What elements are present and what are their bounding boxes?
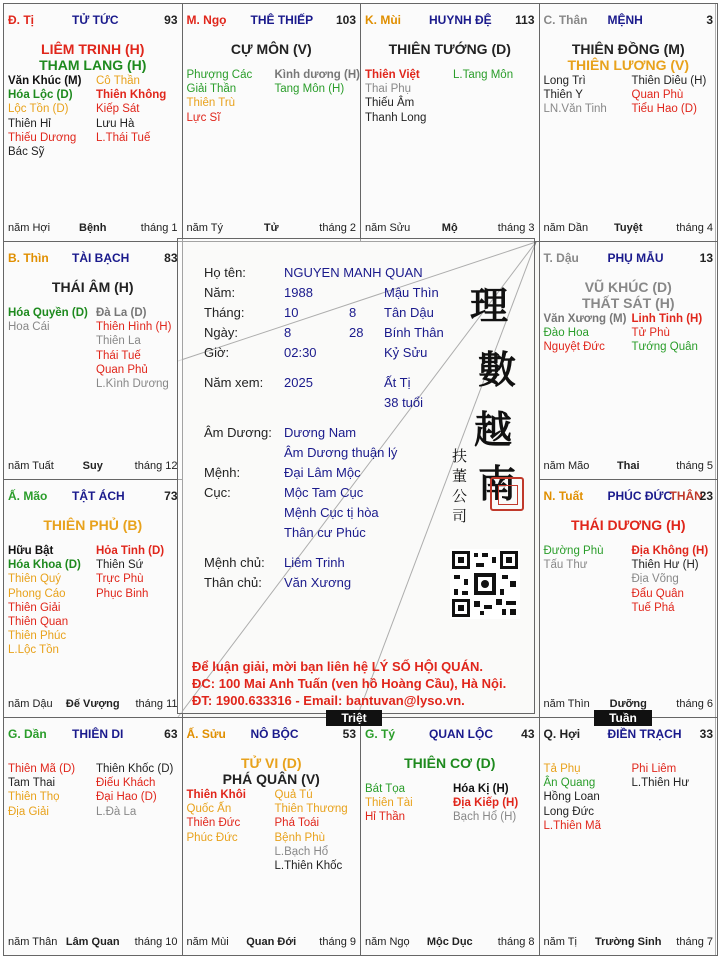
- star-item: Phượng Các: [186, 69, 253, 81]
- minor-stars-right: [96, 762, 173, 819]
- palace-branch: Ấ. Sửu: [186, 727, 226, 741]
- minor-stars-right: [632, 544, 709, 615]
- menhchu-label: Mệnh chủ:: [204, 555, 265, 570]
- palace-footer: [544, 460, 714, 474]
- palace-cell-mui[interactable]: [360, 3, 540, 242]
- star-item: Long Trì: [543, 75, 586, 87]
- palace-name: HUYNH ĐỆ: [429, 13, 492, 27]
- star-item: Giải Thần: [186, 83, 237, 96]
- logo-char-1: 理: [470, 283, 509, 328]
- palace-cell-ty[interactable]: [360, 717, 540, 956]
- palace-branch: N. Tuất: [543, 489, 584, 503]
- star-item: L.Thiên Hư: [631, 777, 690, 790]
- major-star: THIÊN CƠ (D): [404, 755, 496, 771]
- star-item: Hóa Quyền (D): [8, 307, 88, 319]
- palace-month: tháng 8: [497, 936, 535, 948]
- palace-branch: Ấ. Mão: [8, 489, 48, 503]
- menh-value: Đại Lâm Mộc: [284, 465, 361, 480]
- palace-footer: [8, 698, 178, 712]
- palace-month: tháng 9: [319, 936, 356, 948]
- star-item: Thai Phụ: [365, 83, 412, 96]
- palace-footer: [187, 222, 357, 236]
- palace-header: [187, 727, 357, 743]
- star-item: L.Thái Tuế: [96, 131, 151, 144]
- red-seal-icon: [490, 477, 524, 511]
- star-item: Đà La (D): [96, 307, 147, 319]
- star-item: Cô Thần: [96, 75, 140, 87]
- qr-code-icon[interactable]: [450, 549, 520, 619]
- palace-header: [8, 727, 178, 743]
- palace-name: THÊ THIẾP: [250, 13, 314, 27]
- name-label: Họ tên:: [204, 265, 246, 280]
- palace-number: 43: [521, 727, 535, 741]
- star-item: Tả Phụ: [543, 763, 581, 775]
- star-item: Thiên La: [96, 335, 141, 348]
- view-year: 2025: [284, 375, 313, 390]
- star-item: L.Tang Môn: [453, 69, 514, 81]
- star-item: Thiên Hư (H): [631, 559, 699, 572]
- palace-month: tháng 2: [319, 222, 356, 234]
- year-label: Năm:: [204, 285, 236, 300]
- palace-footer: [8, 222, 178, 236]
- cuc-label: Cục:: [204, 485, 231, 500]
- amduong-value: Dương Nam: [284, 425, 357, 440]
- palace-header: [8, 251, 178, 267]
- star-item: Thiên Không: [96, 89, 167, 102]
- star-item: Bạch Hổ (H): [453, 811, 517, 824]
- palace-cell-dan[interactable]: [3, 717, 183, 956]
- palace-cell-thin[interactable]: [3, 241, 183, 480]
- contact-line-1: Để luận giải, mời bạn liên hệ LÝ SỐ HỘI QUÁN.: [192, 659, 483, 674]
- star-item: L.Thiên Khốc: [274, 859, 343, 872]
- person-name: NGUYEN MANH QUAN: [284, 265, 423, 280]
- star-item: Thiên Quý: [8, 573, 62, 586]
- star-item: Quả Tú: [274, 789, 313, 801]
- star-item: Tử Phù: [631, 327, 670, 340]
- palace-phase: Thai: [616, 460, 640, 472]
- minor-stars-right: [96, 74, 166, 145]
- star-item: Trực Phù: [96, 573, 144, 586]
- star-item: Thiên Tài: [365, 797, 413, 810]
- month-lunar-num: 8: [349, 305, 357, 320]
- palace-branch: T. Dậu: [543, 251, 579, 265]
- palace-branch: C. Thân: [543, 13, 588, 27]
- palace-number: 93: [164, 13, 178, 27]
- palace-header: [544, 251, 714, 267]
- cuc-value: Mộc Tam Cục: [284, 485, 364, 500]
- minor-stars-right: [453, 782, 518, 825]
- menhchu-value: Liêm Trinh: [284, 555, 345, 570]
- palace-phase: Mộc Dục: [426, 936, 473, 948]
- palace-year: năm Mão: [543, 460, 590, 472]
- major-star: CỰ MÔN (V): [230, 41, 312, 57]
- palace-branch: Đ. Tị: [8, 13, 34, 27]
- palace-year: năm Mùi: [186, 936, 229, 948]
- palace-year: năm Tý: [186, 222, 223, 234]
- palace-name: QUAN LỘC: [429, 727, 493, 741]
- palace-footer: [365, 222, 535, 236]
- palace-cell-dau[interactable]: [539, 241, 719, 480]
- minor-stars-left: [544, 544, 604, 572]
- star-item: Đào Hoa: [543, 327, 589, 340]
- palace-name: THIÊN DI: [72, 727, 124, 741]
- star-item: Thiên Đức: [186, 817, 241, 830]
- day-lunar: Bính Thân: [384, 325, 444, 340]
- than-position: Thân cư Phúc: [284, 525, 366, 540]
- major-star: TỬ VI (D): [240, 755, 302, 771]
- palace-header: [544, 489, 714, 505]
- day-label: Ngày:: [204, 325, 238, 340]
- tuan-badge: Tuần: [594, 710, 652, 726]
- palace-cell-than[interactable]: [539, 3, 719, 242]
- palace-header: [544, 727, 714, 743]
- star-item: Thiên Thương: [274, 803, 348, 816]
- star-item: Văn Xương (M): [543, 313, 627, 325]
- palace-cell-hoi[interactable]: [539, 717, 719, 956]
- star-item: Địa Không (H): [631, 545, 709, 557]
- star-item: Quan Phủ: [96, 363, 148, 376]
- major-star: THIÊN TƯỚNG (D): [388, 41, 511, 57]
- star-item: Thiên Trù: [186, 97, 236, 110]
- major-star: VŨ KHÚC (D): [584, 279, 672, 295]
- month-solar: 10: [284, 305, 299, 320]
- star-item: Thiên Khốc (D): [96, 763, 174, 775]
- logo-small-3: 公: [452, 487, 468, 505]
- palace-footer: [8, 460, 178, 474]
- major-star: THIÊN PHỦ (B): [43, 517, 143, 533]
- major-star: LIÊM TRINH (H): [41, 41, 145, 57]
- palace-branch: G. Dần: [8, 727, 47, 741]
- palace-number: 73: [164, 489, 178, 503]
- contact-phone-email: ĐT: 1900.633316 - Email: bantuvan@lyso.vn.: [192, 693, 465, 708]
- star-item: Thái Tuế: [96, 349, 141, 362]
- star-item: Hữu Bật: [8, 545, 54, 557]
- view-year-label: Năm xem:: [204, 375, 264, 390]
- major-star: THÁI DƯƠNG (H): [570, 517, 686, 533]
- star-item: Tiểu Hao (D): [631, 103, 697, 116]
- palace-cell-suu[interactable]: [182, 717, 362, 956]
- minor-stars-right: [632, 762, 690, 790]
- age: 38 tuổi: [384, 395, 424, 410]
- logo-small-1: 扶: [452, 447, 468, 465]
- palace-month: tháng 10: [134, 936, 178, 948]
- star-item: Ân Quang: [543, 777, 596, 790]
- major-star: THAM LANG (H): [39, 57, 147, 73]
- star-item: Hỏa Tinh (D): [96, 545, 165, 557]
- hour-lunar: Kỷ Sửu: [384, 345, 428, 360]
- star-item: Kình dương (H): [274, 69, 360, 81]
- minor-stars-right: [632, 74, 707, 117]
- palace-number: 103: [335, 13, 356, 27]
- month-lunar: Tân Dậu: [384, 305, 434, 320]
- palace-footer: [544, 222, 714, 236]
- palace-tag: THÂN: [669, 489, 703, 503]
- star-item: Thanh Long: [365, 111, 427, 124]
- palace-phase: Tuyệt: [613, 222, 643, 234]
- major-star: THIÊN LƯƠNG (V): [567, 57, 690, 73]
- palace-phase: Quan Đới: [246, 936, 297, 948]
- star-item: Địa Võng: [631, 573, 679, 586]
- palace-phase: Đế Vượng: [65, 698, 120, 710]
- palace-branch: M. Ngọ: [186, 13, 227, 27]
- star-item: Hóa Khoa (D): [8, 559, 81, 572]
- palace-month: tháng 11: [135, 698, 178, 710]
- minor-stars-right: [96, 544, 164, 601]
- major-star: THIÊN ĐỒNG (M): [571, 41, 685, 57]
- minor-stars-left: [544, 312, 627, 355]
- palace-year: năm Dần: [543, 222, 589, 234]
- star-item: Long Đức: [543, 805, 595, 818]
- minor-stars-left: [544, 74, 607, 117]
- palace-header: [365, 13, 535, 29]
- palace-month: tháng 3: [497, 222, 535, 234]
- star-item: Hóa Lộc (D): [8, 89, 73, 102]
- star-item: L.Lộc Tồn: [8, 644, 59, 657]
- palace-number: 83: [164, 251, 178, 265]
- palace-month: tháng 12: [134, 460, 178, 472]
- palace-footer: [544, 936, 714, 950]
- star-item: Phi Liêm: [631, 763, 677, 775]
- star-item: L.Thiên Mã: [543, 819, 602, 832]
- star-item: Thiên Hình (H): [96, 321, 172, 334]
- star-item: Thiếu Âm: [365, 97, 415, 110]
- star-item: Thiên Quan: [8, 615, 69, 628]
- star-item: Hồng Loan: [543, 791, 600, 804]
- star-item: Hoa Cái: [8, 321, 50, 334]
- star-item: Điếu Khách: [96, 777, 156, 790]
- year-solar: 1988: [284, 285, 313, 300]
- palace-name: NÔ BỘC: [250, 727, 299, 741]
- star-item: Thiên Thọ: [8, 791, 60, 804]
- palace-name: PHỤ MẪU: [607, 251, 664, 265]
- palace-year: năm Tuất: [8, 460, 54, 472]
- star-item: Tuế Phá: [631, 601, 675, 614]
- day-lunar-num: 28: [349, 325, 364, 340]
- palace-phase: Lâm Quan: [65, 936, 120, 948]
- star-item: Nguyệt Đức: [543, 341, 605, 354]
- minor-stars-right: [453, 68, 513, 82]
- star-item: Đại Hao (D): [96, 791, 157, 804]
- major-star: THẤT SÁT (H): [581, 295, 675, 311]
- minor-stars-right: [275, 788, 348, 873]
- major-star: THÁI ÂM (H): [51, 279, 134, 295]
- star-item: LN.Văn Tinh: [543, 103, 607, 116]
- star-item: Quốc Ấn: [186, 803, 232, 816]
- palace-number: 3: [706, 13, 713, 27]
- palace-footer: [365, 936, 535, 950]
- star-item: Thiên Mã (D): [8, 763, 76, 775]
- logo-char-2: 數: [478, 347, 517, 392]
- star-item: Địa Giải: [8, 805, 49, 818]
- star-item: Thiên Phúc: [8, 630, 67, 643]
- palace-name: TỬ TỨC: [72, 13, 119, 27]
- minor-stars-left: [8, 306, 88, 334]
- contact-address: ĐC: 100 Mai Anh Tuấn (ven hồ Hoàng Cầu), Hà Nội.: [192, 676, 507, 691]
- star-item: Thiên Việt: [365, 69, 420, 81]
- minor-stars-left: [187, 68, 253, 125]
- palace-header: [544, 13, 714, 29]
- palace-number: 113: [515, 13, 535, 27]
- palace-cell-tuat[interactable]: [539, 479, 719, 718]
- triet-badge: Triệt: [326, 710, 382, 726]
- star-item: L.Bạch Hổ: [274, 845, 329, 858]
- minor-stars-left: [8, 762, 75, 819]
- palace-branch: K. Mùi: [365, 13, 401, 27]
- star-item: Tấu Thư: [543, 559, 588, 572]
- cuc-relation: Mệnh Cục tị hòa: [284, 505, 379, 520]
- hour: 02:30: [284, 345, 317, 360]
- palace-footer: [8, 936, 178, 950]
- palace-year: năm Thìn: [543, 698, 590, 710]
- star-item: Quan Phù: [631, 89, 684, 102]
- minor-stars-left: [544, 762, 602, 833]
- palace-cell-mao[interactable]: [3, 479, 183, 718]
- star-item: Lưu Hà: [96, 117, 135, 130]
- palace-name: ĐIỀN TRẠCH: [607, 727, 682, 741]
- hour-label: Giờ:: [204, 345, 230, 360]
- palace-name: TÀI BẠCH: [72, 251, 130, 265]
- star-item: Đường Phù: [543, 545, 604, 557]
- star-item: Tướng Quân: [631, 341, 698, 354]
- palace-number: 33: [699, 727, 713, 741]
- star-item: Hỉ Thần: [365, 811, 406, 824]
- star-item: Kiếp Sát: [96, 103, 140, 116]
- palace-phase: Suy: [82, 460, 103, 472]
- palace-footer: [187, 936, 357, 950]
- star-item: Tang Môn (H): [274, 83, 345, 96]
- palace-year: năm Sửu: [365, 222, 411, 234]
- palace-year: năm Dậu: [8, 698, 53, 710]
- logo-char-3: 越: [474, 407, 513, 452]
- palace-header: [365, 727, 535, 743]
- palace-month: tháng 6: [676, 698, 713, 710]
- star-item: Phong Cáo: [8, 587, 66, 600]
- star-item: Tam Thai: [8, 777, 56, 790]
- amduong-label: Âm Dương:: [204, 425, 272, 440]
- palace-branch: G. Tý: [365, 727, 396, 741]
- palace-phase: Tử: [263, 222, 279, 234]
- thanchu-label: Thân chủ:: [204, 575, 262, 590]
- palace-number: 53: [342, 727, 356, 741]
- month-label: Tháng:: [204, 305, 245, 320]
- palace-phase: Bệnh: [79, 222, 107, 234]
- palace-year: năm Hợi: [8, 222, 51, 234]
- palace-name: PHÚC ĐỨC: [607, 489, 673, 503]
- palace-year: năm Tị: [543, 936, 577, 948]
- star-item: L.Kình Dương: [96, 377, 169, 390]
- star-item: Văn Khúc (M): [8, 75, 82, 87]
- minor-stars-left: [8, 74, 81, 159]
- palace-number: 23: [699, 489, 713, 503]
- star-item: Lực Sĩ: [186, 111, 221, 124]
- logo-char-4: 南: [478, 461, 517, 506]
- star-item: Thiên Giải: [8, 601, 61, 614]
- palace-year: năm Ngọ: [365, 936, 410, 948]
- palace-branch: Q. Hợi: [543, 727, 581, 741]
- palace-number: 63: [164, 727, 178, 741]
- minor-stars-left: [365, 782, 413, 825]
- year-lunar: Mậu Thìn: [384, 285, 439, 300]
- palace-cell-ngo[interactable]: [182, 3, 362, 242]
- star-item: Lộc Tồn (D): [8, 103, 69, 116]
- palace-month: tháng 5: [676, 460, 713, 472]
- logo-small-2: 董: [452, 467, 468, 485]
- palace-number: 13: [699, 251, 713, 265]
- amduong-note: Âm Dương thuận lý: [284, 445, 398, 460]
- star-item: Địa Kiếp (H): [453, 797, 519, 810]
- minor-stars-left: [8, 544, 81, 658]
- palace-header: [8, 489, 178, 505]
- star-item: Bác Sỹ: [8, 145, 45, 158]
- star-item: Thiên Khôi: [186, 789, 246, 801]
- palace-header: [187, 13, 357, 29]
- thanchu-value: Văn Xương: [284, 575, 352, 590]
- palace-phase: Dưỡng: [609, 698, 647, 710]
- palace-month: tháng 1: [140, 222, 178, 234]
- star-item: L.Đà La: [96, 805, 137, 818]
- star-item: Hóa Kị (H): [453, 783, 509, 795]
- star-item: Phá Toái: [274, 817, 320, 830]
- star-item: Thiên Y: [543, 89, 583, 102]
- menh-label: Mệnh:: [204, 465, 241, 480]
- minor-stars-right: [632, 312, 703, 355]
- palace-year: năm Thân: [8, 936, 58, 948]
- star-item: Linh Tinh (H): [631, 313, 703, 325]
- minor-stars-left: [187, 788, 246, 845]
- palace-name: MỆNH: [607, 13, 643, 27]
- star-item: Thiên Diêu (H): [631, 75, 707, 87]
- palace-name: TẬT ÁCH: [72, 489, 125, 503]
- palace-phase: Trường Sinh: [594, 936, 662, 948]
- star-item: Thiên Hỉ: [8, 117, 51, 130]
- palace-phase: Mộ: [441, 222, 458, 234]
- palace-month: tháng 4: [676, 222, 713, 234]
- logo-small-4: 司: [452, 507, 468, 525]
- star-item: Thiên Sứ: [96, 559, 144, 572]
- minor-stars-left: [365, 68, 426, 125]
- star-item: Thiếu Dương: [8, 131, 77, 144]
- star-item: Phục Binh: [96, 587, 149, 600]
- palace-cell-ti[interactable]: [3, 3, 183, 242]
- star-item: Phúc Đức: [186, 831, 238, 844]
- center-info-panel: [177, 238, 535, 714]
- star-item: Bát Tọa: [365, 783, 406, 795]
- palace-branch: B. Thìn: [8, 251, 49, 265]
- palace-header: [8, 13, 178, 29]
- star-item: Bệnh Phù: [274, 831, 326, 844]
- day-solar: 8: [284, 325, 292, 340]
- major-star: PHÁ QUÂN (V): [222, 771, 320, 787]
- star-item: Đẩu Quân: [631, 587, 684, 600]
- palace-month: tháng 7: [676, 936, 713, 948]
- minor-stars-right: [275, 68, 360, 96]
- view-year-lunar: Ất Tị: [384, 375, 411, 390]
- minor-stars-right: [96, 306, 171, 391]
